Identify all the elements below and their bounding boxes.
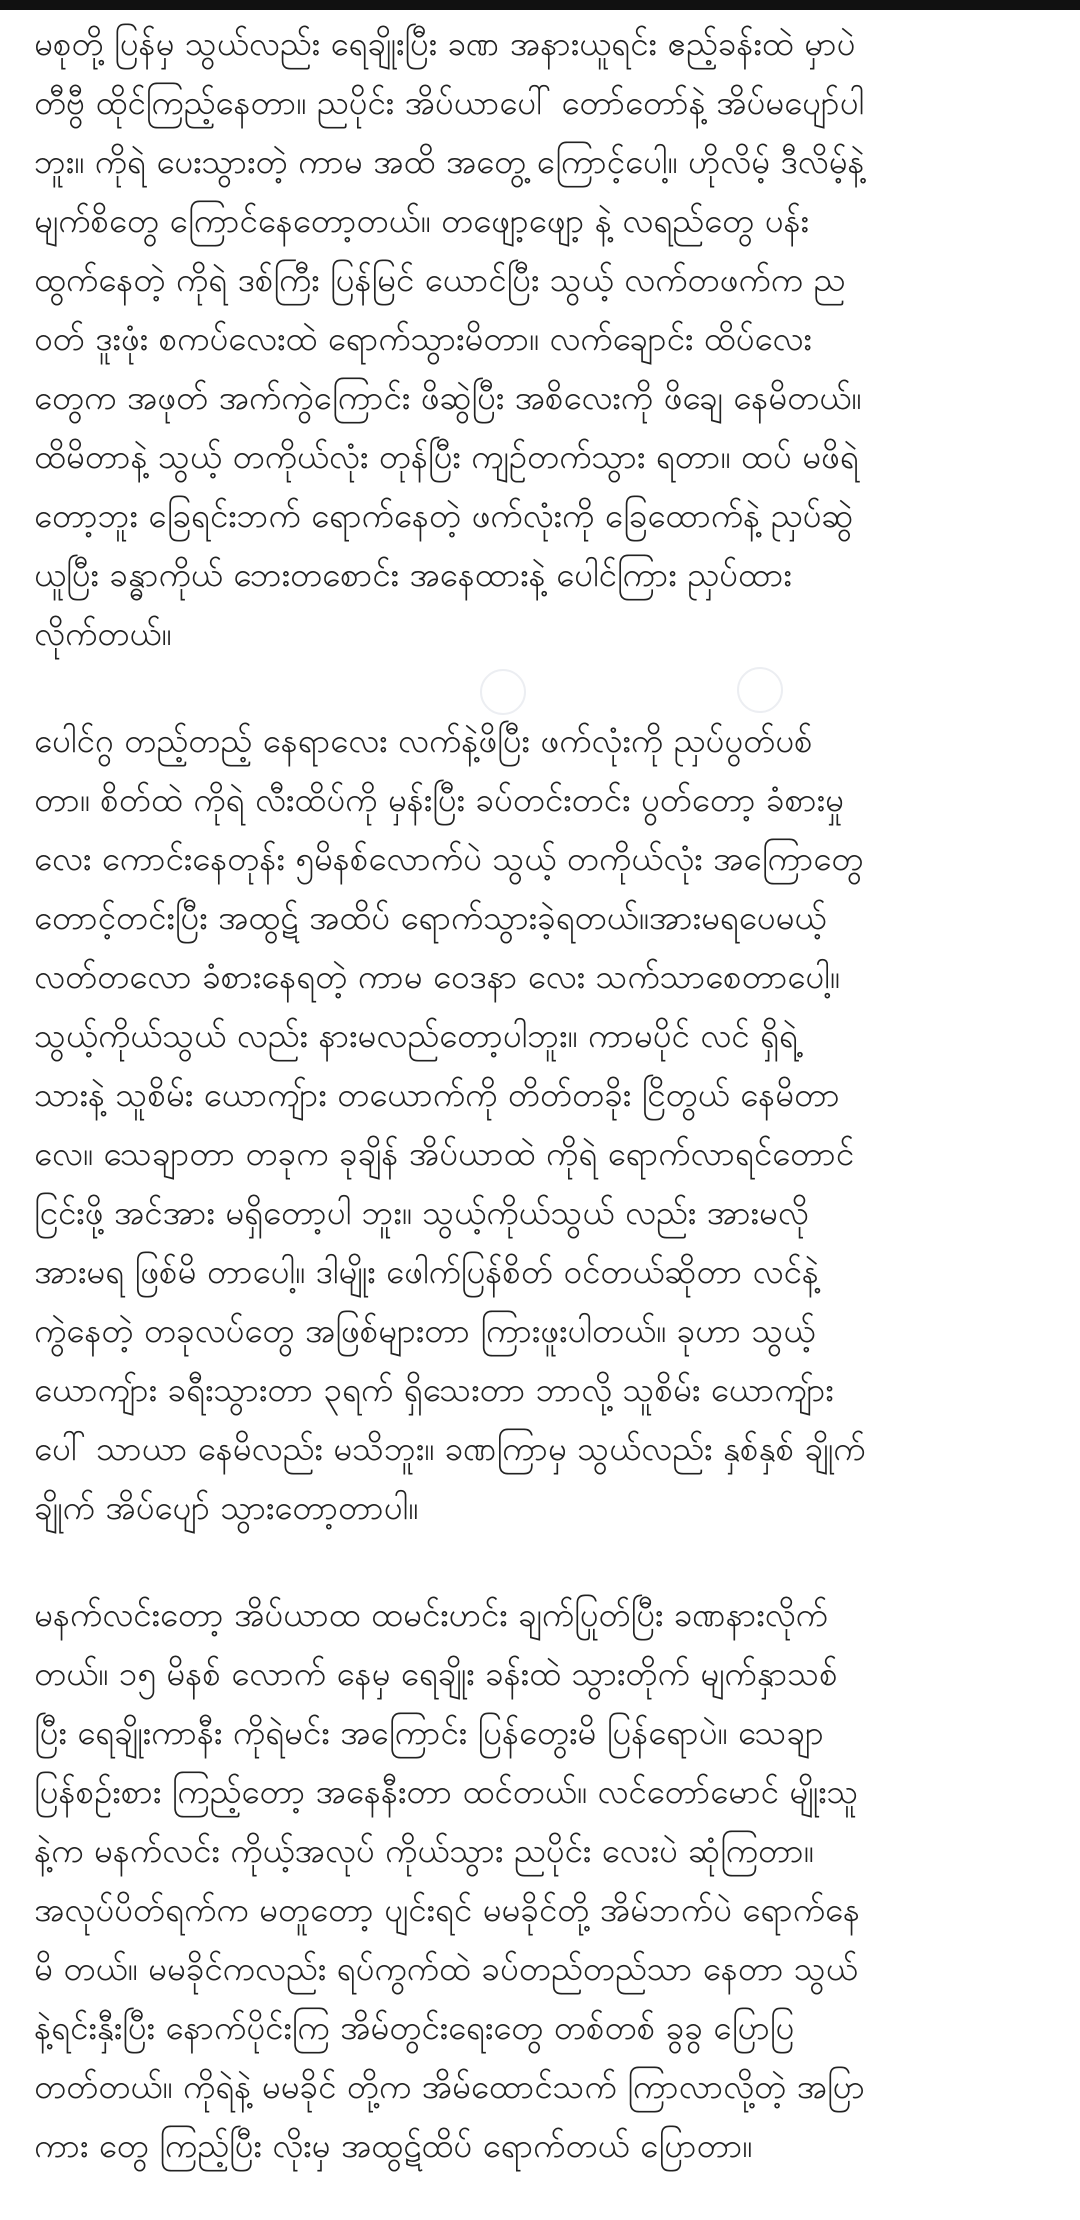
faint-circle-icon: [480, 669, 526, 715]
reader-text-body: [34, 14, 1046, 2175]
status-bar: [0, 0, 1080, 10]
paragraph-3: မနက်လင်းတော့ အိပ်ယာထ ထမင်းဟင်း ချက်ပြုတ်ပြီး ခဏနားလိုက် တယ်။ ၁၅ မိနစ် လောက် နေမှ ရေချိုး ခန်းထဲ သွားတိုက် မျက်နှာသစ် ပြီး ရေချိုးကာနီး ကိုရဲမင်း အကြောင်း ပြန်တွေးမိ ပြန်ရောပဲ။ သေချာ ပြန်စဉ်းစား ကြည့်တော့ အနေနီးတာ ထင်တယ်။ လင်တော်မောင် မျိုးသူ နဲ့က မနက်လင်း ကိုယ့်အလုပ် ကိုယ်သွား ညပိုင်း လေးပဲ ဆုံကြတာ။ အလုပ်ပိတ်ရက်က မတူတော့ ပျင်းရင် မမခိုင်တို့ အိမ်ဘက်ပဲ ရောက်နေ မိ တယ်။ မမခိုင်ကလည်း ရပ်ကွက်ထဲ ခပ်တည်တည်သာ နေတာ သွယ် နဲ့ရင်းနှီးပြီး နောက်ပိုင်းကြ အိမ်တွင်းရေးတွေ တစ်တစ် ခွခွ ပြောပြ တတ်တယ်။ ကိုရဲနဲ့ မမခိုင် တို့က အိမ်ထောင်သက် ကြာလာလို့တဲ့ အပြာ ကား တွေ ကြည့်ပြီး လိုးမှ အထွဋ်ထိပ် ရောက်တယ် ပြောတာ။: [34, 1595, 865, 2165]
faint-circle-icon: [737, 667, 783, 713]
paragraph-2: ပေါင်ဂွ တည့်တည့် နေရာလေး လက်နဲ့ဖိပြီး ဖက်လုံးကို ညှပ်ပွတ်ပစ် တာ။ စိတ်ထဲ ကိုရဲ လီးထိပ်ကို မှန်းပြီး ခပ်တင်းတင်း ပွတ်တော့ ခံစားမှု လေး ကောင်းနေတုန်း ၅မိနစ်လောက်ပဲ သွယ့် တကိုယ်လုံး အကြောတွေ တောင့်တင်းပြီး အထွဋ် အထိပ် ရောက်သွားခဲ့ရတယ်။အားမရပေမယ့် လတ်တလော ခံစားနေရတဲ့ ကာမ ဝေဒနာ လေး သက်သာစေတာပေါ့။ သွယ့်ကိုယ်သွယ် လည်း နားမလည်တော့ပါဘူး။ ကာမပိုင် လင် ရှိရဲ့ သားနဲ့ သူစိမ်း ယောကျ်ား တယောက်ကို တိတ်တခိုး ငြိတွယ် နေမိတာ လေ။ သေချာတာ တခုက ခုချိန် အိပ်ယာထဲ ကိုရဲ ရောက်လာရင်တောင် ငြင်းဖို့ အင်အား မရှိတော့ပါ ဘူး။ သွယ့်ကိုယ်သွယ် လည်း အားမလို အားမရ ဖြစ်မိ တာပေါ့။ ဒါမျိုး ဖေါက်ပြန်စိတ် ဝင်တယ်ဆိုတာ လင်နဲ့ ကွဲနေတဲ့ တခုလပ်တွေ အဖြစ်များတာ ကြားဖူးပါတယ်။ ခုဟာ သွယ့် ယောကျ်ား ခရီးသွားတာ ၃ရက် ရှိသေးတာ ဘာလို့ သူစိမ်း ယောကျ်ား ပေါ် သာယာ နေမိလည်း မသိဘူး။ ခဏကြာမှ သွယ်လည်း နှစ်နှစ် ချိုက် ချိုက် အိပ်ပျော် သွားတော့တာပါ။: [34, 721, 866, 1527]
paragraph-1: မစုတို့ ပြန်မှ သွယ်လည်း ရေချိုးပြီး ခဏ အနားယူရင်း ဧည့်ခန်းထဲ မှာပဲ တီဗွီ ထိုင်ကြည့်နေတာ။ ညပိုင်း အိပ်ယာပေါ် တော်တော်နဲ့ အိပ်မပျော်ပါ ဘူး။ ကိုရဲ ပေးသွားတဲ့ ကာမ အထိ အတွေ့ ကြောင့်ပေါ့။ ဟိုလိမ့် ဒီလိမ့်နဲ့ မျက်စိတွေ ကြောင်နေတော့တယ်။ တဖျော့ဖျော့ နဲ့ လရည်တွေ ပန်း ထွက်နေတဲ့ ကိုရဲ ဒစ်ကြီး ပြန်မြင် ယောင်ပြီး သွယ့် လက်တဖက်က ည ဝတ် ဒူးဖုံး စကပ်လေးထဲ ရောက်သွားမိတာ။ လက်ချောင်း ထိပ်လေး တွေက အဖုတ် အက်ကွဲကြောင်း ဖိဆွဲပြီး အစိလေးကို ဖိချေ နေမိတယ်။ ထိမိတာနဲ့ သွယ့် တကိုယ်လုံး တုန်ပြီး ကျဉ်တက်သွား ရတာ။ ထပ် မဖိရဲ တော့ဘူး ခြေရင်းဘက် ရောက်နေတဲ့ ဖက်လုံးကို ခြေထောက်နဲ့ ညှပ်ဆွဲ ယူပြီး ခန္ဓာကိုယ် ဘေးတစောင်း အနေထားနဲ့ ပေါင်ကြား ညှပ်ထား လိုက်တယ်။: [34, 24, 865, 653]
